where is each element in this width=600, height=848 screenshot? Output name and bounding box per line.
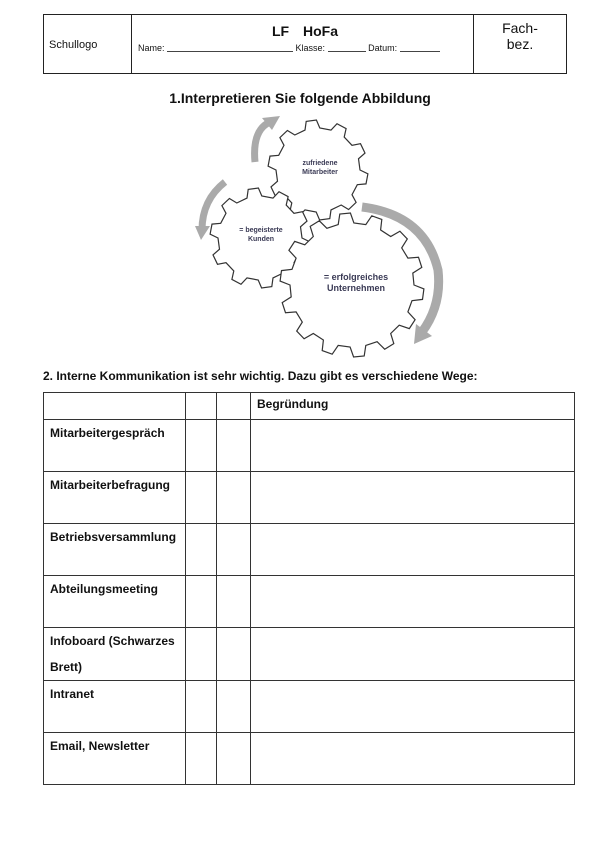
table-row [44, 733, 575, 785]
check-cell-2[interactable] [217, 420, 251, 472]
task1-heading: 1.Interpretieren Sie folgende Abbildung [169, 90, 431, 106]
gear-big-label-2: Unternehmen [326, 283, 386, 293]
table-row [44, 524, 575, 576]
class-line[interactable] [328, 51, 366, 52]
row-label-cell [44, 576, 186, 628]
row-label: Mitarbeitergespräch [50, 426, 165, 440]
name-line[interactable] [167, 51, 293, 52]
info-cell [132, 15, 474, 73]
table-row [44, 681, 575, 733]
check-cell-1[interactable] [186, 576, 217, 628]
reason-cell[interactable] [251, 628, 575, 681]
table-row [44, 576, 575, 628]
row-label: Mitarbeiterbefragung [50, 478, 171, 492]
name-label: Name: [138, 43, 165, 53]
row-label-cell [44, 420, 186, 472]
gear-big-label-1: = erfolgreiches [323, 272, 389, 282]
check-cell-2[interactable] [217, 733, 251, 785]
check-cell-2[interactable] [217, 681, 251, 733]
header-box [43, 14, 567, 74]
gear-figure [190, 110, 460, 360]
reason-cell[interactable] [251, 576, 575, 628]
header-cell-narrow-1 [186, 393, 217, 420]
row-label: Email, Newsletter [50, 739, 150, 753]
gears-group [210, 120, 424, 357]
table-row [44, 472, 575, 524]
date-label: Datum: [368, 43, 398, 53]
row-label-cell [44, 628, 186, 681]
gear-left-label-1: = begeisterte [239, 227, 283, 234]
check-cell-2[interactable] [217, 576, 251, 628]
logo-cell [44, 15, 132, 73]
row-label-cell [44, 733, 186, 785]
table-row [44, 628, 575, 681]
row-label-cell [44, 472, 186, 524]
subject-abbrev-line1: Fach- [502, 20, 538, 36]
task2-heading: 2. Interne Kommunikation ist sehr wichtig. Dazu gibt es verschiedene Wege: [43, 369, 478, 383]
header-cell-reason [251, 393, 575, 420]
school-logo-placeholder: Schullogo [49, 39, 98, 51]
reason-header: Begründung [257, 397, 329, 411]
check-cell-1[interactable] [186, 524, 217, 576]
reason-cell[interactable] [251, 420, 575, 472]
check-cell-2[interactable] [217, 628, 251, 681]
arrow-arc-top [255, 122, 270, 162]
check-cell-2[interactable] [217, 524, 251, 576]
gear-top-label-2: Mitarbeiter [302, 169, 338, 176]
row-label-cell [44, 524, 186, 576]
row-label-cell [44, 681, 186, 733]
row-label: Intranet [50, 687, 95, 701]
row-label: Infoboard (Schwarzes Brett) [50, 634, 175, 674]
student-fields [138, 43, 440, 53]
communication-table [43, 392, 575, 785]
subject-title: LF HoFa [272, 23, 338, 39]
subject-cell [474, 15, 566, 73]
gear-top-label-1: zufriedene [302, 160, 338, 167]
gear-left-label-2: Kunden [247, 236, 275, 243]
header-cell-narrow-2 [217, 393, 251, 420]
row-label: Betriebsversammlung [50, 530, 177, 544]
date-line[interactable] [400, 51, 440, 52]
subject-abbrev [474, 20, 566, 52]
reason-cell[interactable] [251, 681, 575, 733]
reason-cell[interactable] [251, 733, 575, 785]
check-cell-1[interactable] [186, 420, 217, 472]
reason-cell[interactable] [251, 472, 575, 524]
check-cell-2[interactable] [217, 472, 251, 524]
check-cell-1[interactable] [186, 681, 217, 733]
class-label: Klasse: [295, 43, 326, 53]
check-cell-1[interactable] [186, 628, 217, 681]
reason-cell[interactable] [251, 524, 575, 576]
check-cell-1[interactable] [186, 733, 217, 785]
arrow-head-left [195, 226, 210, 240]
table-row [44, 420, 575, 472]
row-label: Abteilungsmeeting [50, 582, 159, 596]
check-cell-1[interactable] [186, 472, 217, 524]
subject-abbrev-line2: bez. [506, 36, 534, 52]
